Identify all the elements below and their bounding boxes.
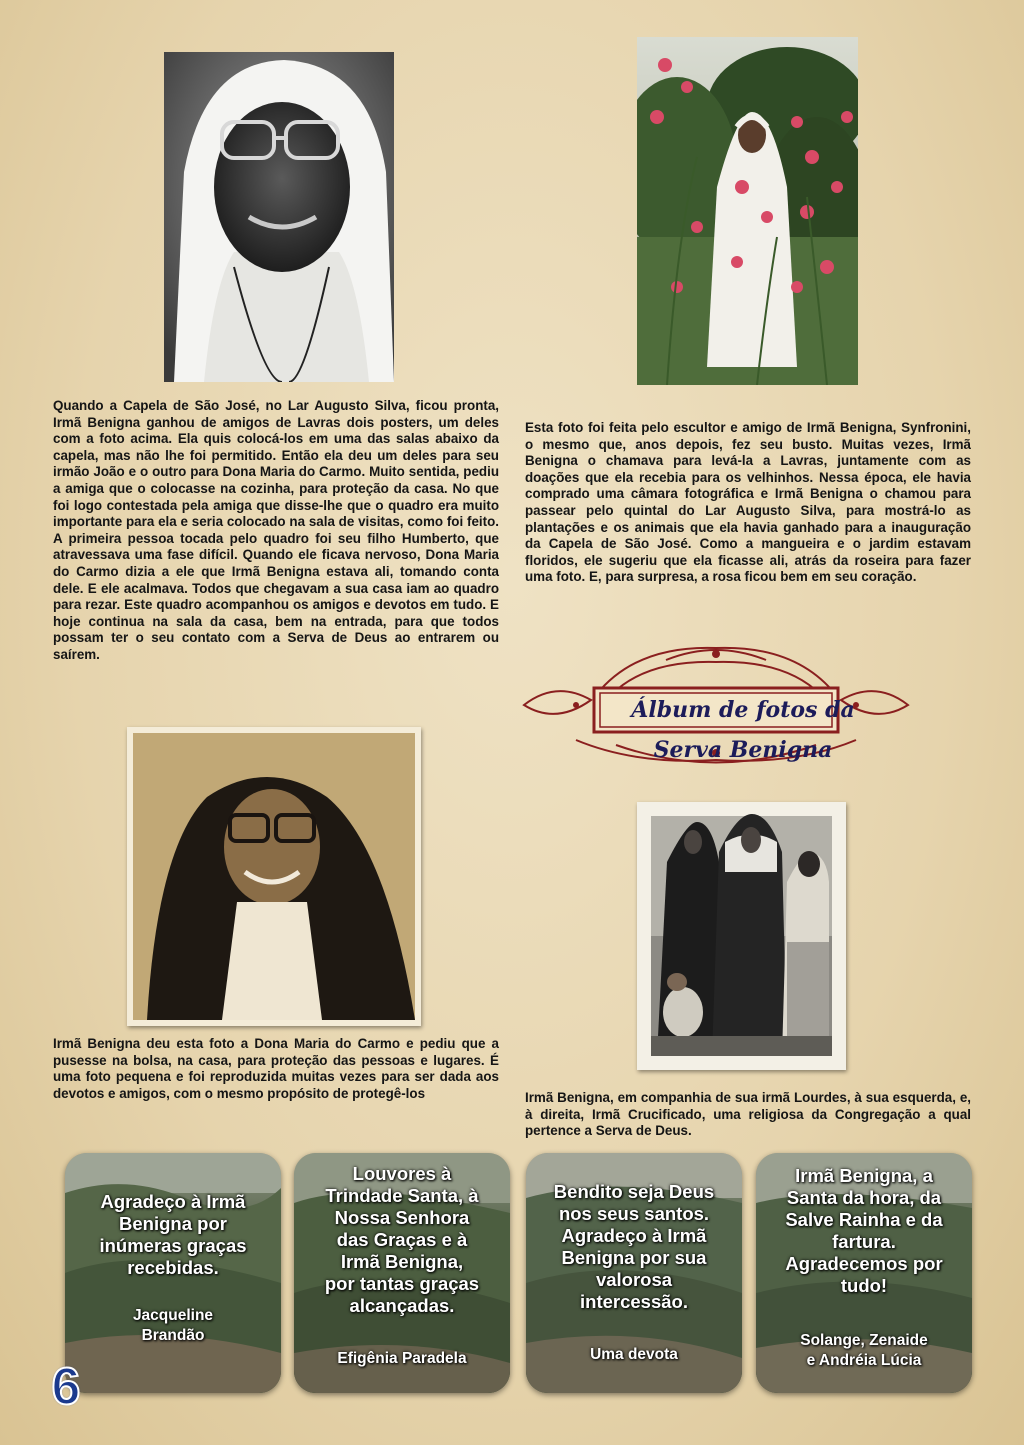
roses-caption: Esta foto foi feita pelo escultor e amigo de Irmã Benigna, Synfronini, o mesmo que, anos depois, fez seu busto. Muitas vezes, Irmã Benigna o chamava para levá-la a Lavras, juntamente com as doações que ela recebia para os velhinhos. Nessa época, ele havia comprado uma câmara fotográfica e Irmã Benigna o chamou para passear pelo quintal do Lar Augusto Silva, para mostrá-lo as plantações e os animais que ela havia ganhado para a inauguração da Capela de São José. Como a mangueira e o jardim estavam floridos, ele sugeriu que ela ficasse ali, atrás da roseira para fazer uma foto. E, para surpresa, a rosa ficou bem em seu coração. <box>525 420 971 585</box>
card-4-line-6: tudo! <box>840 1275 888 1296</box>
card-1-line-2: Benigna por <box>119 1213 227 1234</box>
card-1-line-3: inúmeras graças <box>99 1235 247 1256</box>
card-2-line-7: alcançadas. <box>349 1295 455 1316</box>
testimonial-card-1 <box>65 1153 281 1393</box>
card-4-line-3: Salve Rainha e da <box>785 1209 943 1230</box>
card-2-line-3: Nossa Senhora <box>334 1207 470 1228</box>
card-4-line-5: Agradecemos por <box>785 1253 943 1274</box>
sepia-portrait-photo <box>127 727 421 1026</box>
testimonial-card-2 <box>294 1153 510 1393</box>
sepia-caption: Irmã Benigna deu esta foto a Dona Maria do Carmo e pediu que a pusesse na bolsa, na casa, para proteção das pessoas e lugares. É uma foto pequena e foi reproduzida muitas vezes para ser dada aos devotos e amigos, com o mesmo propósito de protegê-los <box>53 1036 499 1101</box>
card-1-line-4: recebidas. <box>127 1257 219 1278</box>
group-photo-illustration <box>637 802 846 1070</box>
card-4-line-1: Irmã Benigna, a <box>795 1165 933 1186</box>
card-3-line-2: nos seus santos. <box>558 1203 710 1224</box>
card-2-line-4: das Graças e à <box>336 1229 468 1250</box>
card-3-line-5: valorosa <box>595 1269 673 1290</box>
card-2-line-1: Louvores à <box>352 1163 452 1184</box>
sepia-portrait-illustration <box>127 727 421 1026</box>
testimonial-card-3 <box>526 1153 742 1393</box>
card-3-signature-1: Uma devota <box>590 1346 678 1363</box>
card-1-signature-2: Brandão <box>141 1327 205 1344</box>
roses-photo <box>637 37 858 385</box>
card-2-signature-1: Efigênia Paradela <box>337 1350 467 1367</box>
page-number: 6 <box>51 1358 81 1416</box>
card-4-signature-1: Solange, Zenaide <box>800 1332 928 1349</box>
card-2-line-2: Trindade Santa, à <box>325 1185 479 1206</box>
portrait-bw-caption: Quando a Capela de São José, no Lar Augusto Silva, ficou pronta, Irmã Benigna ganhou de amigos de Lavras dois posters, um deles com a foto acima. Ela quis colocá-los em uma das salas abaixo da capela, mas não lhe foi permitido. Então ela deu um deles para seu irmão João e o outro para Dona Maria do Carmo. Muito sentida, pediu a amiga que o colocasse na cozinha, para proteção da casa. No que foi logo contestada pela amiga que disse-lhe que o quadro era muito importante para ela e seria colocado na sala de visitas, como foi feito. A primeira pessoa tocada pelo quadro foi seu filho Humberto, que atravessava uma fase difícil. Quando ele ficava nervoso, Dona Maria do Carmo dizia a ele que Irmã Benigna estava ali, tomando conta dele. E ele acalmava. Todos que chegavam a sua casa iam ao quadro para rezar. Este quadro acompanhou os amigos e devotos em tudo. E hoje continua na sala da casa, bem na entrada, para que todos possam ter o seu contato com a Serva de Deus ao entrarem ou saírem. <box>53 398 499 662</box>
card-3-line-4: Benigna por sua <box>561 1247 707 1268</box>
card-3-line-6: intercessão. <box>580 1291 688 1312</box>
portrait-bw-illustration <box>164 52 394 382</box>
card-2-line-6: por tantas graças <box>324 1273 480 1294</box>
card-3-line-1: Bendito seja Deus <box>553 1181 715 1202</box>
album-banner-title: Álbum de fotos da Serva Benigna <box>631 697 855 763</box>
card-4-line-4: fartura. <box>832 1231 896 1252</box>
testimonial-card-4 <box>756 1153 972 1393</box>
portrait-bw-photo <box>164 52 394 382</box>
card-4-signature-2: e Andréia Lúcia <box>806 1352 922 1369</box>
group-photo <box>637 802 846 1070</box>
card-3-line-3: Agradeço à Irmã <box>561 1225 707 1246</box>
card-2-line-5: Irmã Benigna, <box>340 1251 464 1272</box>
card-1-line-1: Agradeço à Irmã <box>100 1191 246 1212</box>
card-4-line-2: Santa da hora, da <box>786 1187 942 1208</box>
group-caption: Irmã Benigna, em companhia de sua irmã Lourdes, à sua esquerda, e, à direita, Irmã Crucificado, uma religiosa da Congregação a qual pertence a Serva de Deus. <box>525 1090 971 1139</box>
roses-garden-illustration <box>637 37 858 385</box>
card-1-signature-1: Jacqueline <box>132 1307 214 1324</box>
